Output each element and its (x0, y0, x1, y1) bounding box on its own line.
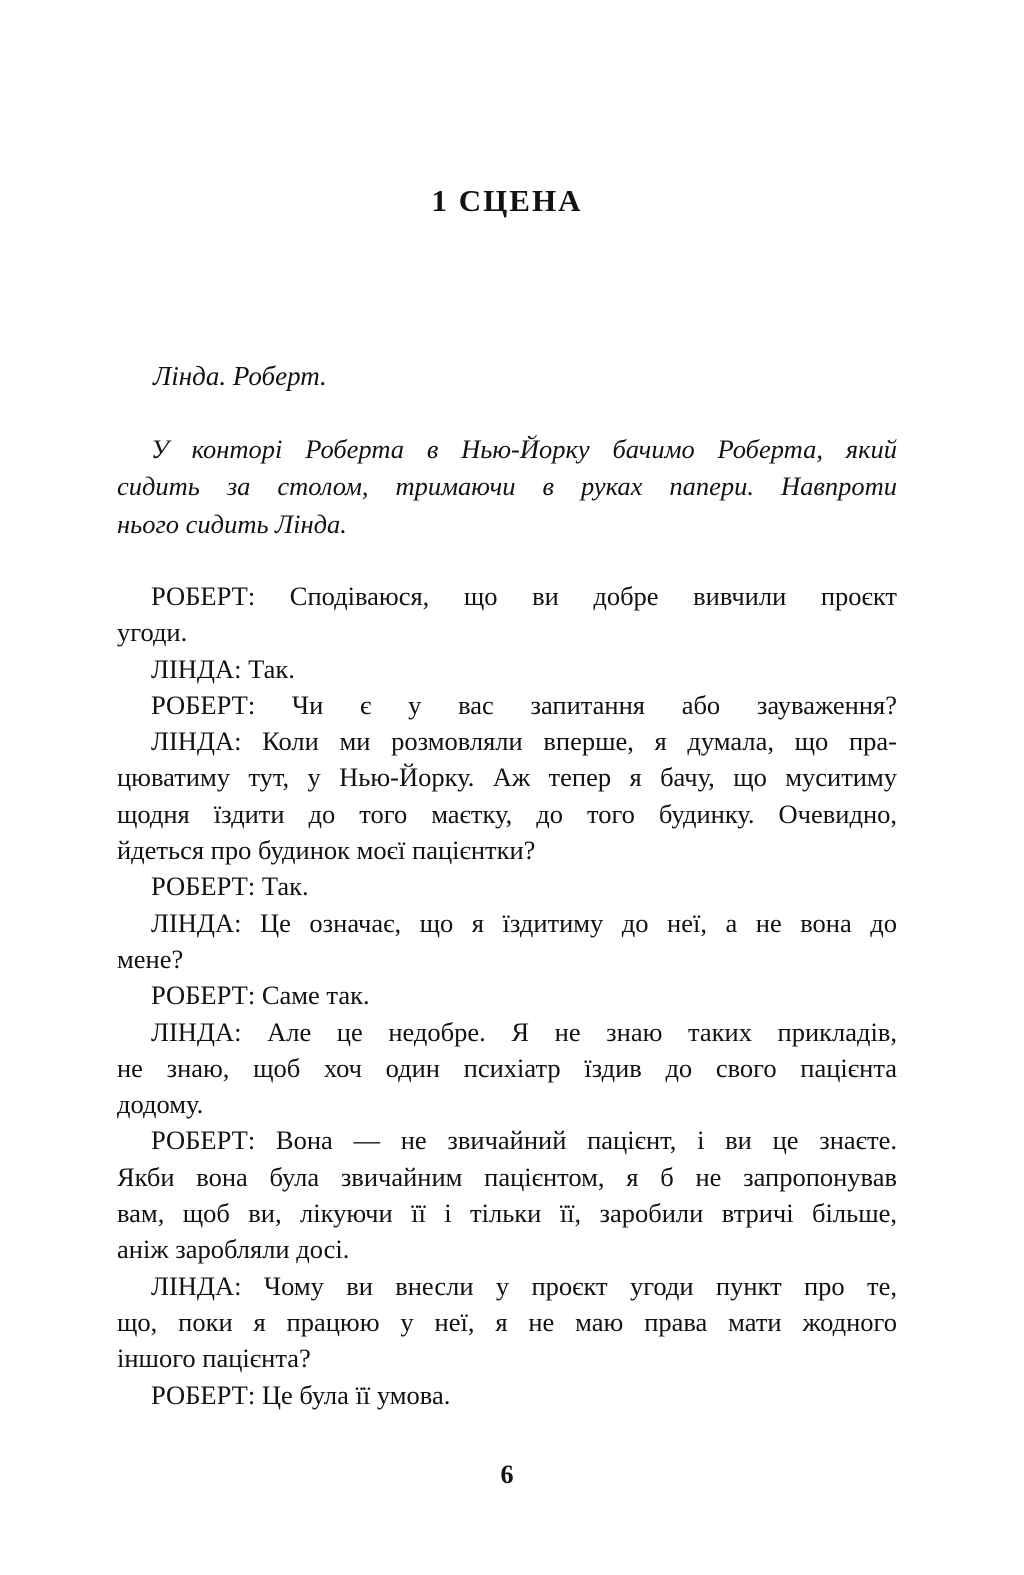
stage-direction-line: нього сидить Лінда. (117, 508, 347, 539)
dialogue-paragraph (117, 1122, 897, 1267)
dialogue-line: ЛІНДА: Це означає, що я їздитиму до неї, а не вона до (151, 907, 897, 938)
dialogue-line: РОБЕРТ: Саме так. (151, 980, 370, 1011)
dialogue-paragraph (117, 578, 897, 651)
dialogue-paragraph (117, 977, 897, 1013)
dialogue-line: РОБЕРТ: Це була її умова. (151, 1379, 451, 1410)
dialogue-line: йдеться про будинок моєї пацієнтки? (117, 835, 536, 866)
dialogue-paragraph (117, 868, 897, 904)
dialogue-line: іншого пацієнта? (117, 1343, 311, 1374)
dialogue-line: мене? (117, 943, 184, 974)
dialogue-line: цюватиму тут, у Нью-Йорку. Аж тепер я бачу, що муситиму (117, 762, 897, 793)
stage-direction-line: У конторі Роберта в Нью-Йорку бачимо Роберта, який (151, 434, 897, 464)
dialogue-paragraph (117, 905, 897, 978)
dialogue-paragraph (117, 723, 897, 868)
scene-title: 1 СЦЕНА (431, 183, 583, 218)
dialogue-line: ЛІНДА: Коли ми розмовляли вперше, я думала, що пра- (151, 726, 897, 757)
dialogue-line: ЛІНДА: Чому ви внесли у проєкт угоди пункт про те, (151, 1270, 897, 1301)
stage-direction (117, 431, 897, 543)
dialogue-line: додому. (117, 1089, 204, 1120)
dialogue-line: аніж заробляли досі. (117, 1234, 350, 1265)
dialogue-block (117, 578, 897, 1413)
dialogue-line: ЛІНДА: Так. (151, 653, 295, 684)
dialogue-line: щодня їздити до того маєтку, до того будинку. Очевидно, (117, 798, 897, 829)
dialogue-line: ЛІНДА: Але це недобре. Я не знаю таких прикладів, (151, 1016, 897, 1047)
dialogue-paragraph (117, 1268, 897, 1377)
dialogue-line: РОБЕРТ: Вона — не звичайний пацієнт, і ви це знаєте. (151, 1125, 897, 1156)
dialogue-line: угоди. (117, 617, 188, 648)
dialogue-line: Якби вона була звичайним пацієнтом, я б не запропонував (117, 1161, 897, 1192)
dialogue-line: РОБЕРТ: Сподіваюся, що ви добре вивчили проєкт (151, 581, 897, 611)
dialogue-paragraph (117, 1014, 897, 1123)
dialogue-paragraph (117, 687, 897, 723)
dialogue-line: вам, щоб ви, лікуючи її і тільки її, заробили втричі більше, (117, 1198, 897, 1229)
dialogue-line: РОБЕРТ: Чи є у вас запитання або зауваження? (151, 689, 897, 720)
dialogue-line: РОБЕРТ: Так. (151, 871, 309, 902)
dialogue-line: що, поки я працюю у неї, я не маю права мати жодного (117, 1306, 897, 1337)
dialogue-paragraph (117, 651, 897, 687)
cast-line: Лінда. Роберт. (153, 361, 327, 391)
dialogue-line: не знаю, щоб хоч один психіатр їздив до свого пацієнта (117, 1052, 897, 1083)
stage-direction-line: сидить за столом, тримаючи в руках папери. Навпроти (117, 471, 897, 502)
dialogue-paragraph (117, 1377, 897, 1413)
page-number: 6 (500, 1460, 514, 1489)
